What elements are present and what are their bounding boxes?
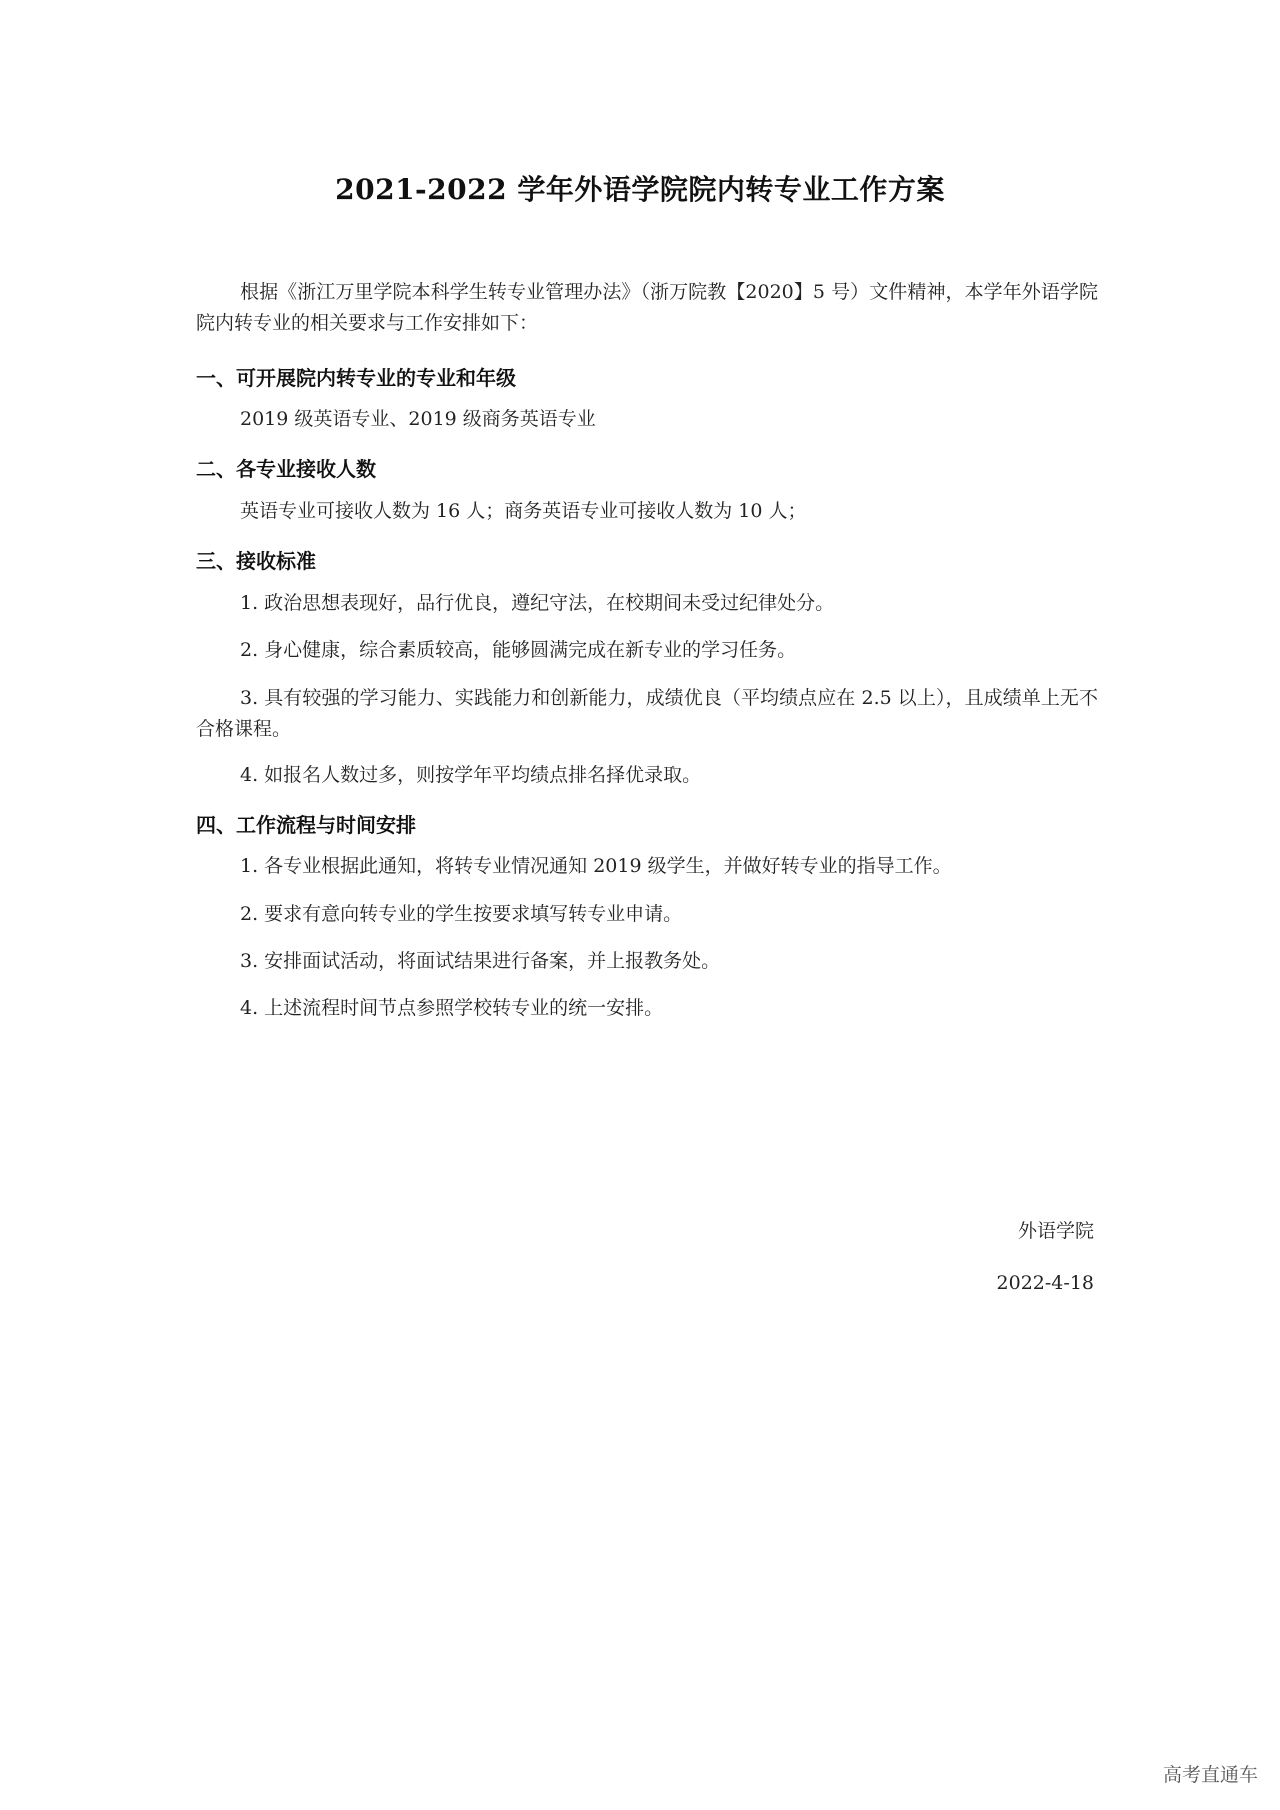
watermark-text: 高考直通车 bbox=[1162, 1764, 1258, 1786]
document-title: 2021-2022 学年外语学院院内转专业工作方案 bbox=[335, 173, 945, 206]
section-3-item-1: 1. 政治思想表现好，品行优良，遵纪守法，在校期间未受过纪律处分。 bbox=[240, 592, 835, 614]
section-heading-1: 一、可开展院内转专业的专业和年级 bbox=[196, 366, 516, 390]
section-1-item-1: 2019 级英语专业、2019 级商务英语专业 bbox=[240, 408, 596, 430]
signature-organization: 外语学院 bbox=[1017, 1220, 1094, 1242]
section-4-item-2: 2. 要求有意向转专业的学生按要求填写转专业申请。 bbox=[240, 903, 683, 925]
intro-paragraph: 根据《浙江万里学院本科学生转专业管理办法》（浙万院教【2020】5 号）文件精神，本学年外语学院院内转专业的相关要求与工作安排如下： bbox=[196, 281, 1098, 334]
section-3-item-4: 4. 如报名人数过多，则按学年平均绩点排名择优录取。 bbox=[240, 764, 702, 786]
section-2-item-1: 英语专业可接收人数为 16 人；商务英语专业可接收人数为 10 人； bbox=[240, 500, 807, 522]
section-heading-2: 二、各专业接收人数 bbox=[196, 457, 376, 481]
signature-date: 2022-4-18 bbox=[996, 1272, 1094, 1294]
section-3-item-3: 3. 具有较强的学习能力、实践能力和创新能力，成绩优良（平均绩点应在 2.5 以上），且成绩单上无不合格课程。 bbox=[196, 687, 1098, 740]
section-4-item-1: 1. 各专业根据此通知，将转专业情况通知 2019 级学生，并做好转专业的指导工作。 bbox=[240, 855, 952, 877]
section-4-item-4: 4. 上述流程时间节点参照学校转专业的统一安排。 bbox=[240, 997, 664, 1019]
section-heading-4: 四、工作流程与时间安排 bbox=[196, 813, 416, 837]
section-heading-3: 三、接收标准 bbox=[196, 549, 316, 573]
section-3-item-2: 2. 身心健康，综合素质较高，能够圆满完成在新专业的学习任务。 bbox=[240, 639, 797, 661]
section-4-item-3: 3. 安排面试活动，将面试结果进行备案，并上报教务处。 bbox=[240, 950, 721, 972]
